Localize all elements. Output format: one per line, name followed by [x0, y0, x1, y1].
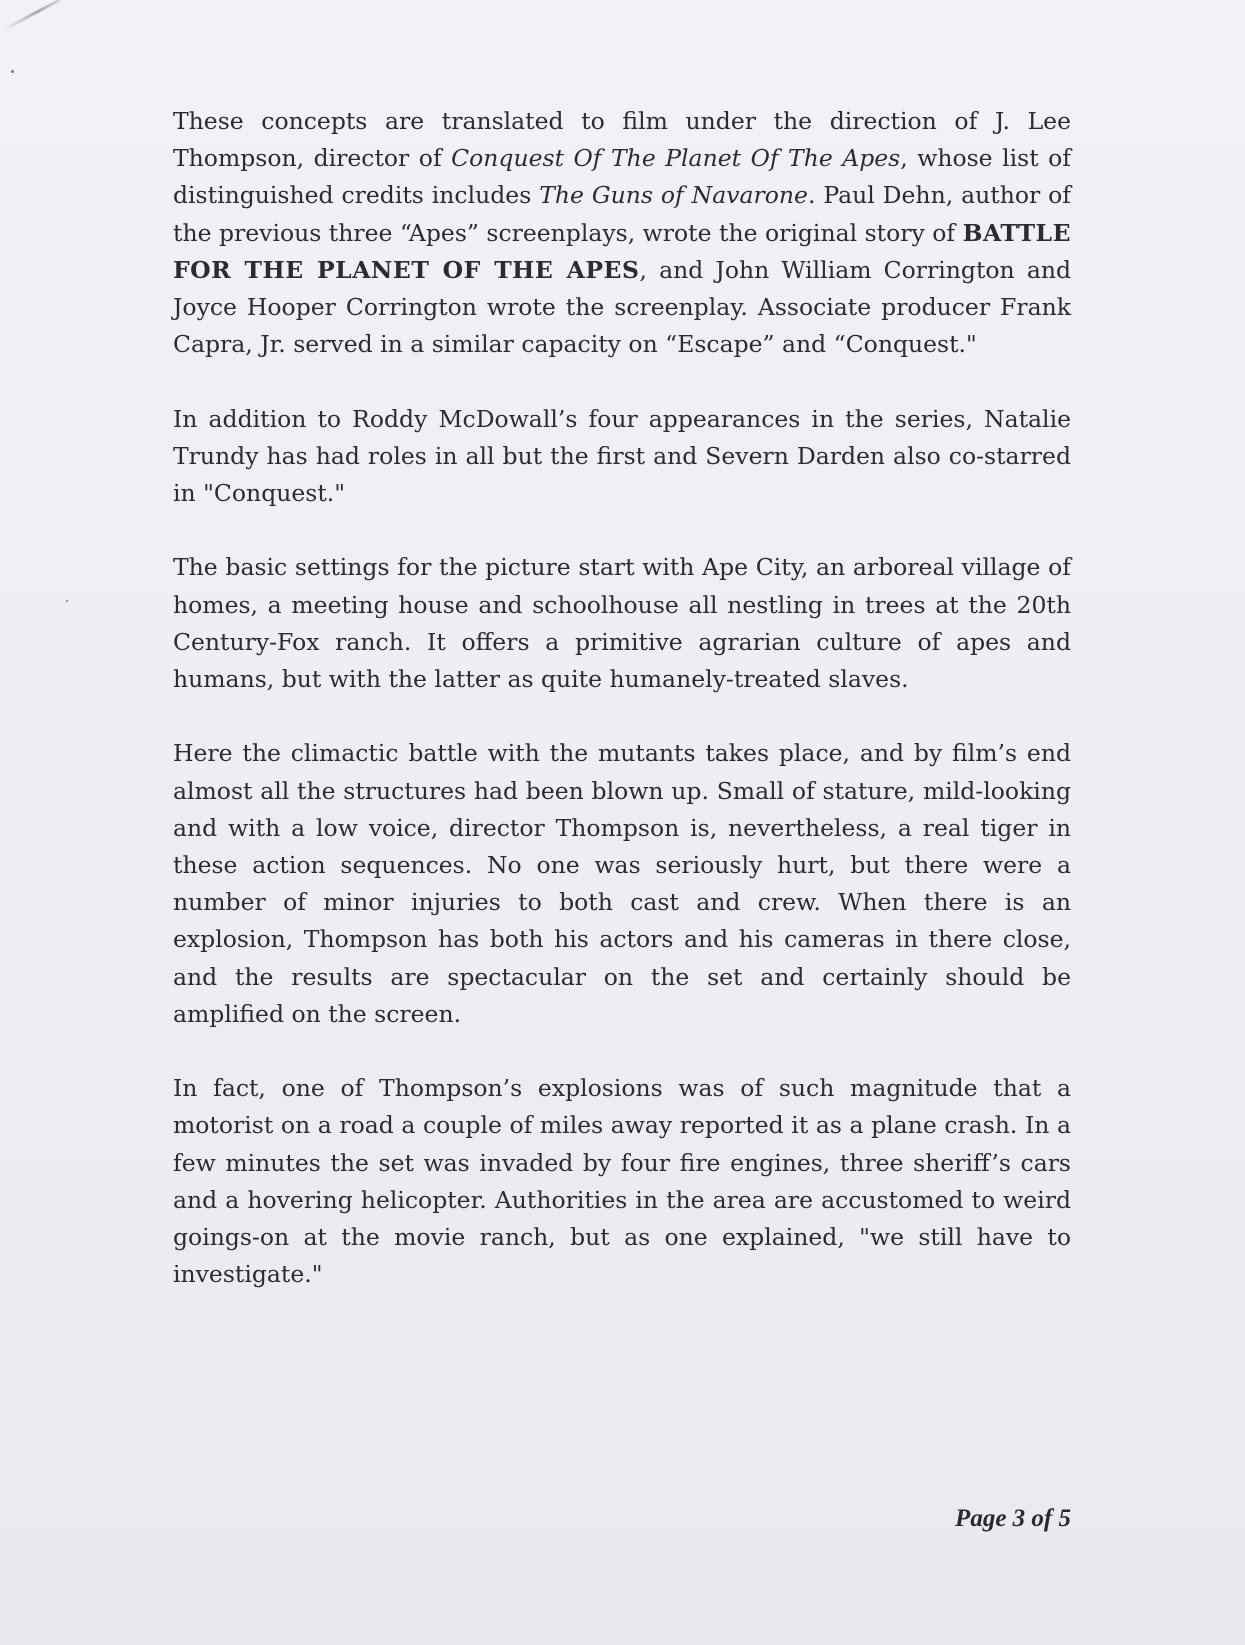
text-segment: , whose list of distinguished credits includes	[173, 144, 1071, 210]
text-segment: The basic settings for the picture start with Ape City, an arboreal village of homes, a meeting house and schoolhouse all nestling in trees at the 20th Century-Fox ranch. It offers a primitive agrarian culture of apes and humans, but with the latter as quite humanely-treated slaves.	[173, 553, 1071, 694]
paragraph-2	[173, 401, 1071, 513]
text-segment: In fact, one of Thompson’s explosions was of such magnitude that a motorist on a road a couple of miles away reported it as a plane crash. In a few minutes the set was invaded by four fire engines, three sheriff’s cars and a hovering helicopter. Authorities in the area are accustomed to weird goings-on at the movie ranch, but as one explained, "we still have to investigate."	[173, 1074, 1071, 1289]
text-segment: In addition to Roddy McDowall’s four appearances in the series, Natalie Trundy has had roles in all but the first and Severn Darden also co-starred in "Conquest."	[173, 404, 1071, 508]
scan-mark	[3, 0, 61, 31]
page-number: Page 3 of 5	[955, 1505, 1071, 1532]
paragraph-4	[173, 735, 1071, 1033]
text-segment: . Paul Dehn, author of the previous three “Apes” screenplays, wrote the original story of	[173, 181, 1071, 247]
film-title: Conquest Of The Planet Of The Apes	[451, 144, 901, 173]
paragraph-5	[173, 1070, 1071, 1293]
paragraph-1	[173, 103, 1071, 363]
scan-speck	[11, 70, 14, 73]
text-segment: , and John William Corrington and Joyce Hooper Corrington wrote the screenplay. Associate producer Frank Capra, Jr. served in a similar capacity on “Escape” and “Conquest."	[173, 255, 1072, 359]
paragraph-3	[173, 549, 1071, 698]
body-text	[173, 103, 1071, 1331]
text-segment: Here the climactic battle with the mutants takes place, and by film’s end almost all the structures had been blown up. Small of stature, mild-looking and with a low voice, director Thompson is, nevertheless, a real tiger in these action sequences. No one was seriously hurt, but there were a number of minor injuries to both cast and crew. When there is an explosion, Thompson has both his actors and his cameras in there close, and the results are spectacular on the set and certainly should be amplified on the screen.	[173, 739, 1071, 1028]
scan-speck	[66, 600, 68, 602]
film-title: The Guns of Navarone	[539, 181, 808, 210]
featured-film-title: BATTLE FOR THE PLANET OF THE APES	[173, 218, 1071, 284]
text-segment: These concepts are translated to film under the direction of J. Lee Thompson, director of	[173, 107, 1071, 173]
